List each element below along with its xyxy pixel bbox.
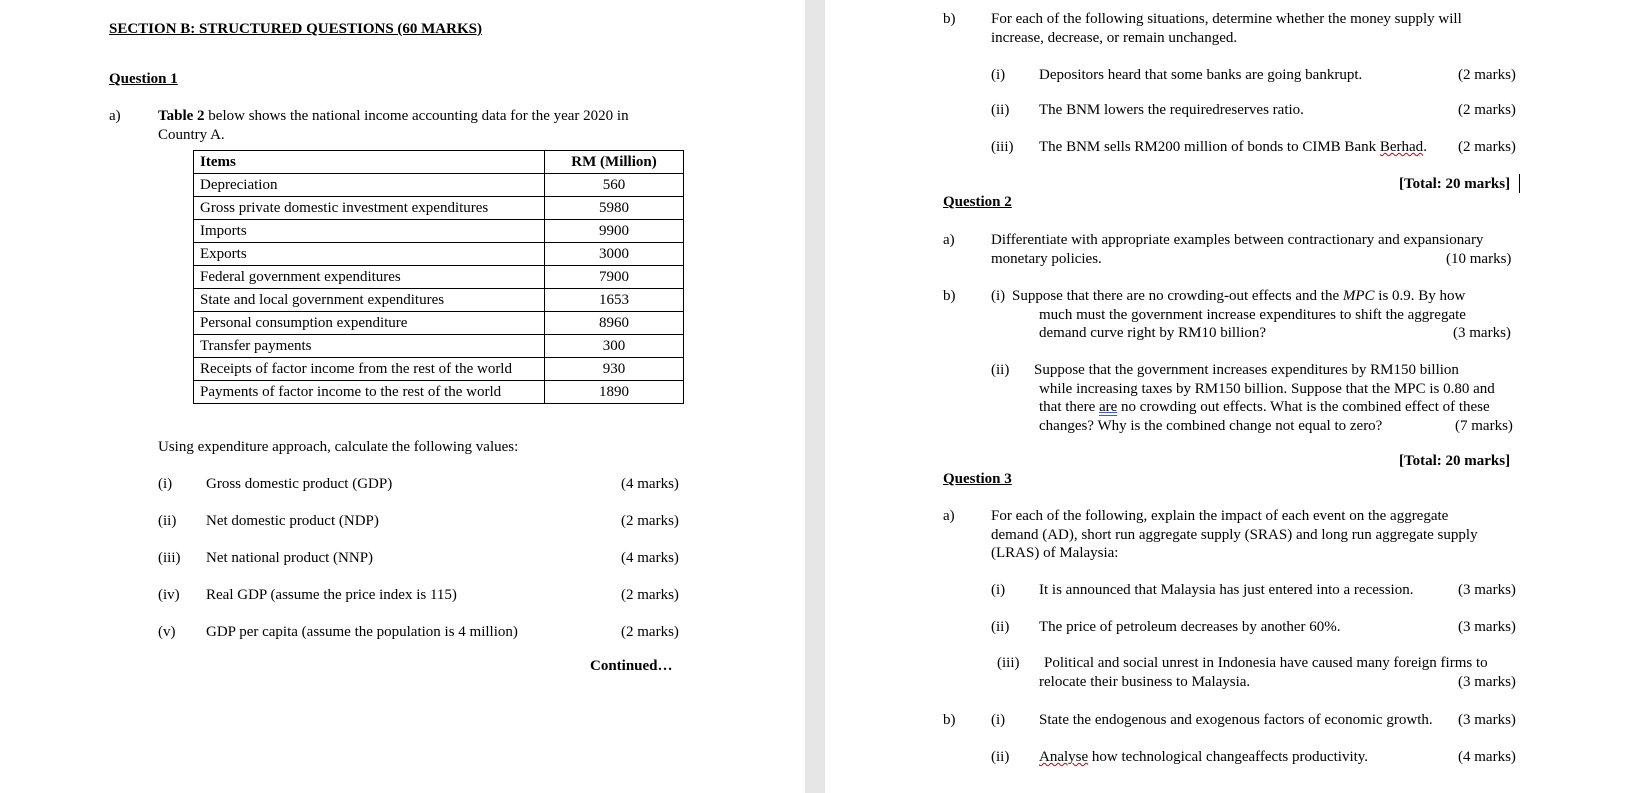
item-num: (iii) xyxy=(158,550,181,566)
q2b-i-marks: (3 marks) xyxy=(1453,325,1511,341)
table-header-items: Items xyxy=(194,151,545,174)
item-marks: (2 marks) xyxy=(621,513,679,529)
item-text: Net national product (NNP) xyxy=(206,550,374,566)
item-marks: (4 marks) xyxy=(621,476,679,492)
table-cell-item: Gross private domestic investment expenditures xyxy=(194,197,545,220)
q2a-text-line2: monetary policies. xyxy=(991,251,1102,267)
q2b-ii-marks: (7 marks) xyxy=(1455,418,1513,434)
item-num: (iv) xyxy=(158,587,180,603)
table-cell-item: State and local government expenditures xyxy=(194,289,545,312)
question-1-title: Question 1 xyxy=(109,71,178,87)
table-cell-item: Depreciation xyxy=(194,174,545,197)
item-num: (ii) xyxy=(991,619,1010,635)
item-marks: (3 marks) xyxy=(1458,582,1516,598)
table-row xyxy=(194,197,684,220)
q2b-i-num: (i) xyxy=(991,288,1006,304)
item-text: Gross domestic product (GDP) xyxy=(206,476,393,492)
total-marks: [Total: 20 marks] xyxy=(1399,176,1511,192)
table-cell-item: Payments of factor income to the rest of the world xyxy=(194,381,545,404)
item-text: The BNM lowers the requiredreserves ratio. xyxy=(1039,102,1304,118)
q3a-iii-line2: relocate their business to Malaysia. xyxy=(1039,674,1251,690)
q3b-i-text: State the endogenous and exogenous factors of economic growth. xyxy=(1039,712,1433,728)
section-title: SECTION B: STRUCTURED QUESTIONS (60 MARKS) xyxy=(109,21,482,37)
q1b-label: b) xyxy=(943,11,956,27)
table-header-rm: RM (Million) xyxy=(545,151,684,174)
item-marks: (2 marks) xyxy=(621,624,679,640)
q2a-marks: (10 marks) xyxy=(1446,251,1512,267)
q2b-ii-line3-pre: that there xyxy=(1039,399,1099,415)
table-cell-item: Transfer payments xyxy=(194,335,545,358)
table-row xyxy=(194,220,684,243)
q3a-text-line2: demand (AD), short run aggregate supply (SRAS) and long run aggregate supply xyxy=(991,527,1478,543)
q2b-i-line1 xyxy=(1012,287,1512,305)
national-income-table xyxy=(193,150,684,404)
q2b-ii-line3-post: no crowding out effects. What is the combined effect of these xyxy=(1117,399,1490,415)
q1a-label: a) xyxy=(109,108,121,124)
item-marks: (3 marks) xyxy=(1458,619,1516,635)
table-row xyxy=(194,381,684,404)
item-num: (i) xyxy=(158,476,173,492)
item-num: (ii) xyxy=(158,513,177,529)
q3b-ii-text xyxy=(1039,748,1368,766)
q3b-i-num: (i) xyxy=(991,712,1006,728)
table-cell-value: 1653 xyxy=(545,289,684,312)
q2b-i-line3: demand curve right by RM10 billion? xyxy=(1039,325,1267,341)
table-cell-item: Imports xyxy=(194,220,545,243)
q2b-i-line1-pre: Suppose that there are no crowding-out effects and the xyxy=(1012,288,1343,304)
item-num: (ii) xyxy=(991,102,1010,118)
table-row xyxy=(194,312,684,335)
q2b-i-line1-post: is 0.9. By how xyxy=(1374,288,1466,304)
table-row xyxy=(194,243,684,266)
q1a-text-line1 xyxy=(158,107,629,125)
grammar-flag-word: are xyxy=(1098,399,1118,415)
q3b-i-marks: (3 marks) xyxy=(1458,712,1516,728)
q1b-text-line1: For each of the following situations, determine whether the money supply will xyxy=(991,11,1462,27)
q1a-text-line2: Country A. xyxy=(158,127,225,143)
question-3-title: Question 3 xyxy=(943,471,1012,487)
q2b-ii-line2: while increasing taxes by RM150 billion. Suppose that the MPC is 0.80 and xyxy=(1039,381,1495,397)
q3a-text-line3: (LRAS) of Malaysia: xyxy=(991,545,1119,561)
item-text-post: . xyxy=(1423,139,1427,155)
q3a-iii-line1: Political and social unrest in Indonesia have caused many foreign firms to xyxy=(1044,655,1488,671)
item-num: (i) xyxy=(991,582,1006,598)
q2a-label: a) xyxy=(943,232,955,248)
total-marks: [Total: 20 marks] xyxy=(1399,453,1511,469)
q3a-iii-num: (iii) xyxy=(997,655,1020,671)
q3a-text-line1: For each of the following, explain the impact of each event on the aggregate xyxy=(991,508,1449,524)
table-cell-item: Exports xyxy=(194,243,545,266)
item-marks: (4 marks) xyxy=(621,550,679,566)
q3b-ii-num: (ii) xyxy=(991,749,1010,765)
item-text: Net domestic product (NDP) xyxy=(206,513,379,529)
table-cell-value: 5980 xyxy=(545,197,684,220)
item-marks: (2 marks) xyxy=(621,587,679,603)
table-cell-value: 1890 xyxy=(545,381,684,404)
continued-label: Continued… xyxy=(590,658,673,674)
q2b-ii-line3 xyxy=(1039,398,1490,416)
table-row xyxy=(194,289,684,312)
table-row xyxy=(194,174,684,197)
q2b-label: b) xyxy=(943,288,956,304)
table-row xyxy=(194,335,684,358)
q3a-label: a) xyxy=(943,508,955,524)
q2a-text-line1: Differentiate with appropriate examples between contractionary and expansionary xyxy=(991,232,1484,248)
table-cell-value: 300 xyxy=(545,335,684,358)
item-num: (i) xyxy=(991,67,1006,83)
item-text: The price of petroleum decreases by another 60%. xyxy=(1039,619,1341,635)
left-page xyxy=(0,0,805,793)
q2b-ii-line1: Suppose that the government increases expenditures by RM150 billion xyxy=(1034,362,1459,378)
using-text: Using expenditure approach, calculate the following values: xyxy=(158,439,519,455)
q2b-ii-num: (ii) xyxy=(991,362,1010,378)
q3b-ii-text-rest: how technological changeaffects productivity. xyxy=(1088,749,1369,765)
item-num: (v) xyxy=(158,624,176,640)
table-cell-value: 7900 xyxy=(545,266,684,289)
q1b-text-line2: increase, decrease, or remain unchanged. xyxy=(991,30,1238,46)
spell-error-word: Berhad xyxy=(1379,139,1424,155)
item-marks: (2 marks) xyxy=(1458,139,1516,155)
question-2-title: Question 2 xyxy=(943,194,1012,210)
table-cell-value: 8960 xyxy=(545,312,684,335)
item-text: It is announced that Malaysia has just entered into a recession. xyxy=(1039,582,1414,598)
table-cell-value: 9900 xyxy=(545,220,684,243)
item-marks: (2 marks) xyxy=(1458,67,1516,83)
table-row xyxy=(194,266,684,289)
item-text xyxy=(1039,138,1427,156)
text-cursor xyxy=(1519,174,1520,193)
q2b-i-line2: much must the government increase expenditures to shift the aggregate xyxy=(1039,307,1466,323)
table-cell-item: Personal consumption expenditure xyxy=(194,312,545,335)
table-cell-item: Receipts of factor income from the rest of the world xyxy=(194,358,545,381)
item-text: GDP per capita (assume the population is 4 million) xyxy=(206,624,518,640)
q3a-iii-marks: (3 marks) xyxy=(1458,674,1516,690)
table-cell-value: 930 xyxy=(545,358,684,381)
item-text-pre: The BNM sells RM200 million of bonds to CIMB Bank xyxy=(1039,139,1380,155)
item-num: (iii) xyxy=(991,139,1014,155)
table-header-row xyxy=(194,151,684,174)
q1a-text: below shows the national income accounting data for the year 2020 in xyxy=(208,108,629,124)
q2b-ii-line4: changes? Why is the combined change not equal to zero? xyxy=(1039,418,1383,434)
table-cell-item: Federal government expenditures xyxy=(194,266,545,289)
table-cell-value: 560 xyxy=(545,174,684,197)
item-text: Real GDP (assume the price index is 115) xyxy=(206,587,457,603)
right-page xyxy=(825,0,1642,793)
item-marks: (2 marks) xyxy=(1458,102,1516,118)
q3b-label: b) xyxy=(943,712,956,728)
table-ref: Table 2 xyxy=(158,108,205,124)
q3b-ii-marks: (4 marks) xyxy=(1458,749,1516,765)
table-cell-value: 3000 xyxy=(545,243,684,266)
mpc-term: MPC xyxy=(1342,288,1375,304)
item-text: Depositors heard that some banks are going bankrupt. xyxy=(1039,67,1363,83)
spell-error-word: Analyse xyxy=(1039,749,1089,765)
table-row xyxy=(194,358,684,381)
